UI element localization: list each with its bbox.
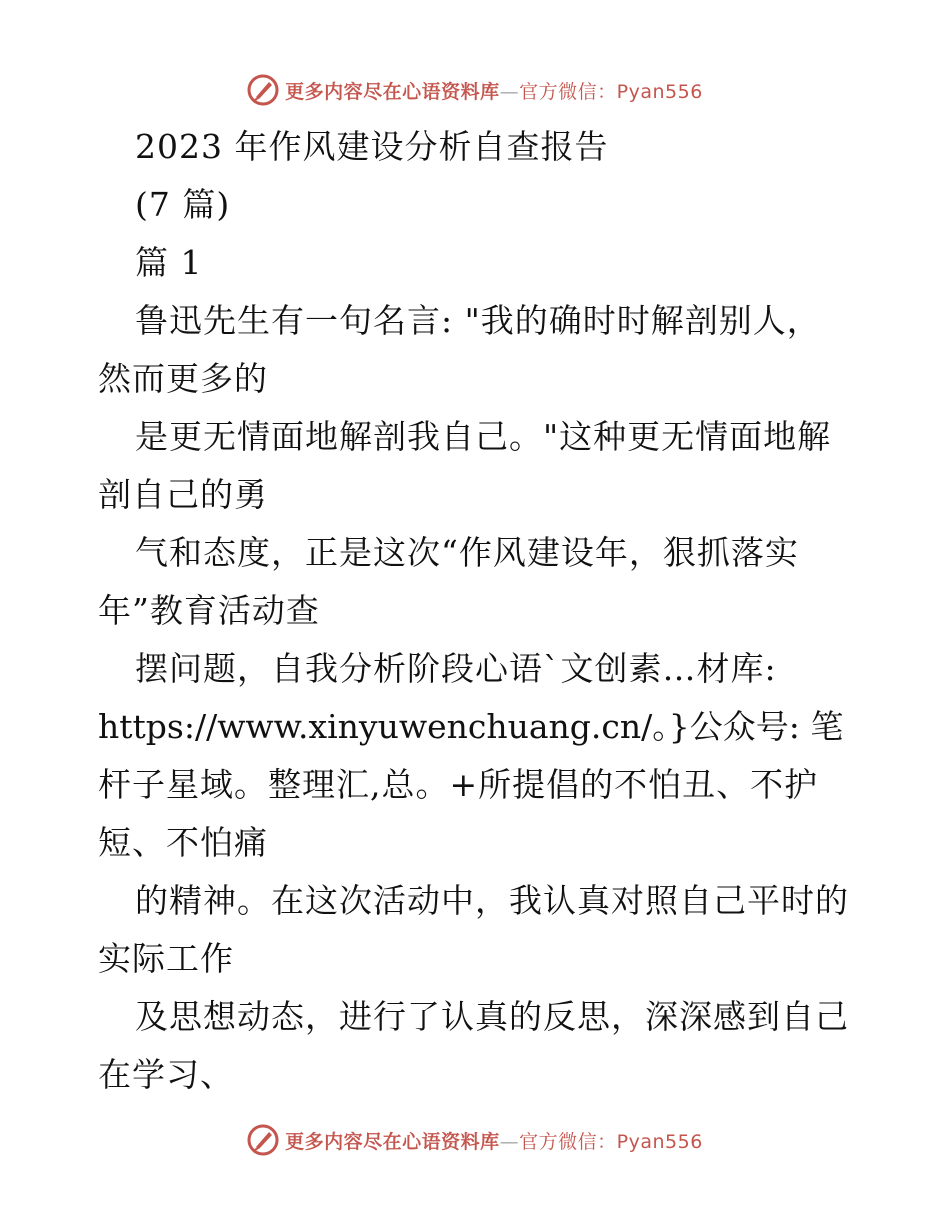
paragraph-line: 杆子星域。整理汇,总。+所提倡的不怕丑、不护 — [98, 765, 819, 804]
paragraph-line: 在学习、 — [98, 1055, 234, 1094]
section-heading: 篇 1 — [135, 243, 203, 282]
paragraph-line: 及思想动态，进行了认真的反思，深深感到自己 — [135, 997, 849, 1036]
paragraph-line: 年”教育活动查 — [98, 591, 320, 630]
banner-text — [285, 1127, 703, 1154]
quill-seal-icon — [247, 74, 279, 106]
paragraph-line: 剖自己的勇 — [98, 475, 268, 514]
footer-banner — [0, 1120, 950, 1160]
paragraph-line: 摆问题，自我分析阶段心语`文创素…材库: — [135, 649, 777, 688]
banner-text — [285, 77, 703, 104]
document-subtitle: (7 篇) — [135, 185, 231, 224]
banner-separator: — — [499, 80, 520, 103]
banner-wechat-text: 官方微信：Pyan556 — [519, 1130, 703, 1153]
paragraph-line: 短、不怕痛 — [98, 823, 268, 862]
document-title: 2023 年作风建设分析自查报告 — [135, 127, 609, 166]
paragraph-line: 的精神。在这次活动中，我认真对照自己平时的 — [135, 881, 849, 920]
banner-main-text: 更多内容尽在心语资料库 — [285, 1130, 500, 1153]
document-body — [98, 118, 858, 1104]
banner-wechat-text: 官方微信：Pyan556 — [519, 80, 703, 103]
header-banner — [0, 70, 950, 110]
paragraph-line-url: https://www.xinyuwenchuang.cn/。}公众号: 笔 — [98, 707, 844, 746]
quill-seal-icon — [247, 1124, 279, 1156]
paragraph-line: 然而更多的 — [98, 359, 268, 398]
paragraph-line: 实际工作 — [98, 939, 234, 978]
banner-separator: — — [499, 1130, 520, 1153]
paragraph-line: 气和态度，正是这次“作风建设年，狠抓落实 — [135, 533, 799, 572]
banner-main-text: 更多内容尽在心语资料库 — [285, 80, 500, 103]
paragraph-line: 是更无情面地解剖我自己。"这种更无情面地解 — [135, 417, 832, 456]
paragraph-line: 鲁迅先生有一句名言: "我的确时时解剖别人， — [135, 301, 821, 340]
